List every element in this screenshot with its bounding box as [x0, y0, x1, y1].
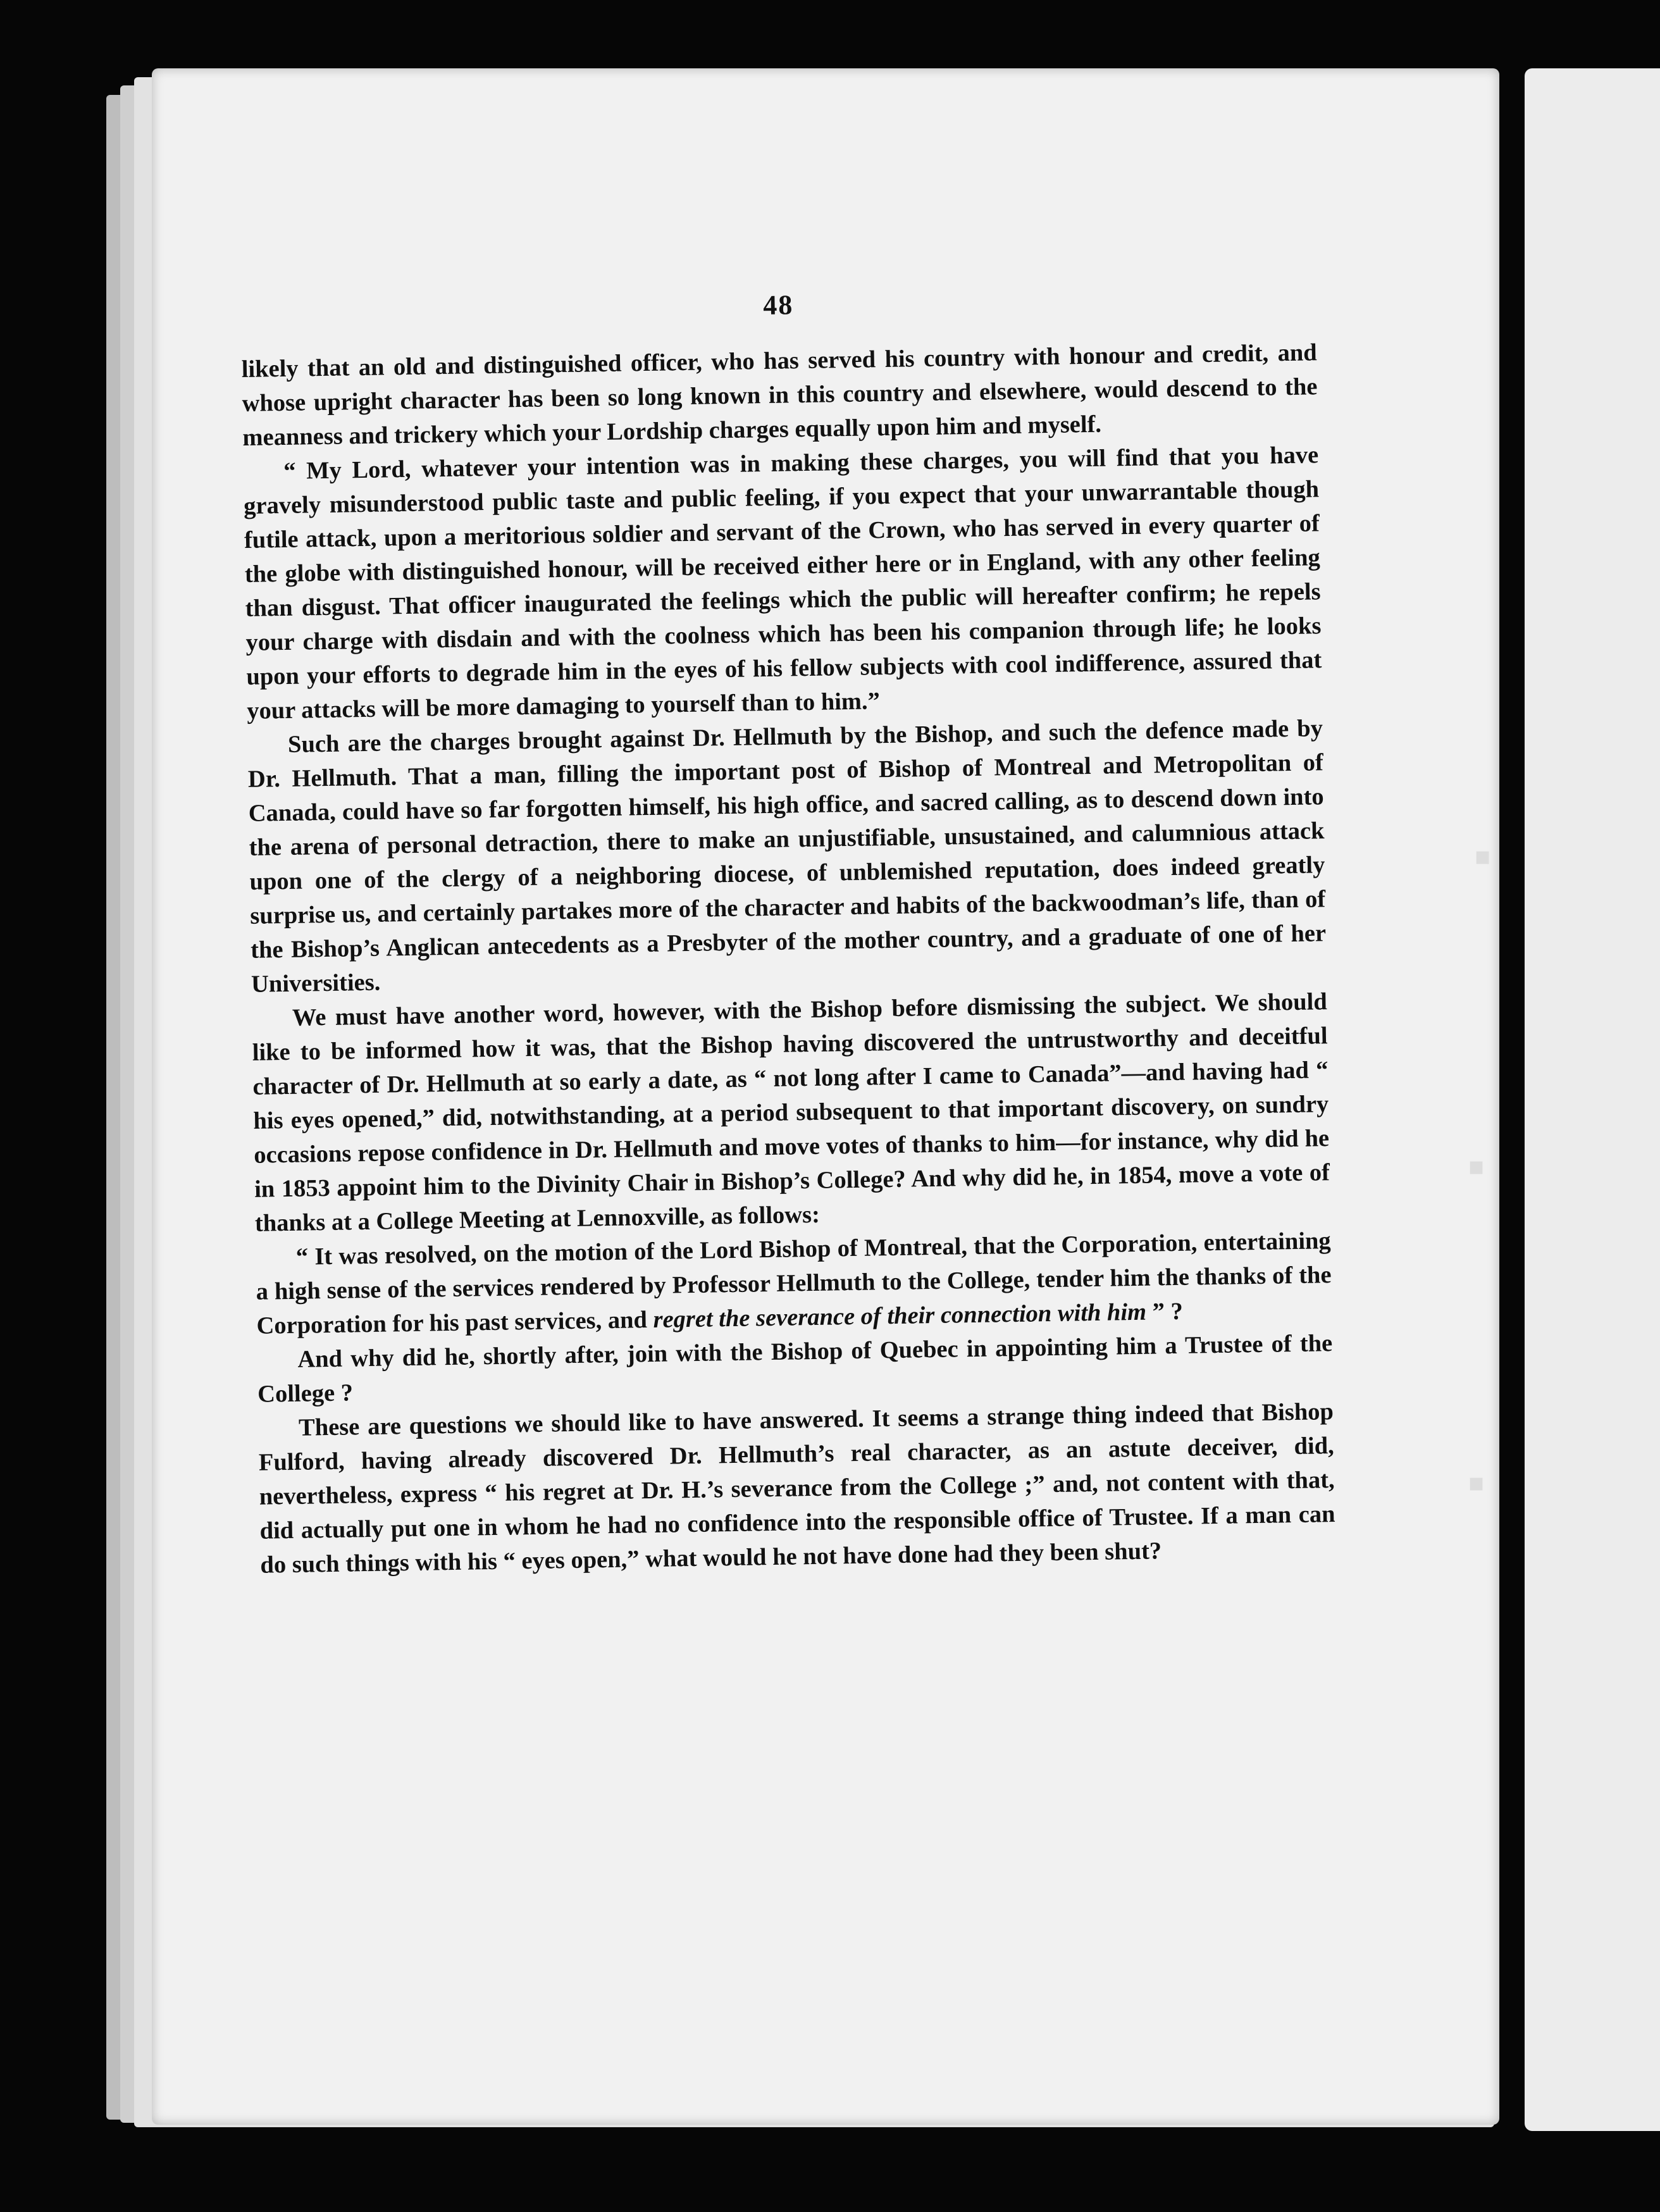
scan-speck: ▪	[1468, 1468, 1485, 1497]
scan-speck: ▪	[1468, 1152, 1485, 1181]
paragraph: We must have another word, however, with the Bishop before dismissing the subject. We should like to be informed how it was, that the Bishop having discovered the untrustworthy and deceitful character of Dr. Hellmuth at so early a date, as “ not long after I came to Canada”—and having had “ his eyes opened,” did, notwithstanding, at a period subsequent to that important discovery, on sundry occasions repose confidence in Dr. Hellmuth and move votes of thanks to him—for instance, why did he in 1853 appoint him to the Divinity Chair in Bishop’s College? And why did he, in 1854, move a vote of thanks at a College Meeting at Lennoxville, as follows:	[252, 988, 1330, 1237]
page-number: 48	[762, 289, 794, 321]
quote-italic: regret the severance of their connection with him	[653, 1298, 1147, 1333]
scan-speck: ▪	[1474, 842, 1492, 871]
paragraph: “ My Lord, whatever your intention was in making these charges, you will find that you have gravely misunderstood public taste and public feeling, if you expect that your unwarrantable though futile attack, upon a meritorious soldier and servant of the Crown, who has served in every quarter of the globe with distinguished honour, will be received either here or in England, with any other feeling than disgust. That officer inaugurated the feelings which the public will hereafter confirm; he repels your charge with disdain and with the coolness which has been his companion through life; he looks upon your efforts to degrade him in the eyes of his fellow subjects with cool indifference, assured that your attacks will be more damaging to yourself than to him.”	[243, 442, 1322, 724]
facing-page-edge	[1525, 68, 1660, 2131]
paragraph: likely that an old and distinguished officer, who has served his country with honour and credit, and whose upright character has been so long known in this country and elsewhere, would descend to the meanness and trickery which your Lordship charges equally upon him and myself.	[241, 339, 1318, 451]
quoted-resolution	[255, 1224, 1332, 1343]
paragraph: These are questions we should like to have answered. It seems a strange thing indeed that Bishop Fulford, having already discovered Dr. Hellmuth’s real character, as an astute deceiver, did, nevertheless, express “ his regret at Dr. H.’s severance from the College ;” and, not content with that, did actually put one in whom he had no confidence into the responsible office of Trustee. If a man can do such things with his “ eyes open,” what would he not have done had they been shut?	[258, 1398, 1335, 1579]
page-content	[240, 280, 1336, 1582]
paragraph: Such are the charges brought against Dr. Hellmuth by the Bishop, and such the defence made by Dr. Hellmuth. That a man, filling the important post of Bishop of Montreal and Metropolitan of Canada, could have so far forgotten himself, his high office, and sacred calling, as to descend down into the arena of personal detraction, there to make an unjustifiable, unsustained, and calumnious attack upon one of the clergy of a neighboring diocese, of unblemished reputation, does indeed greatly surprise us, and certainly partakes more of the character and habits of the backwoodman’s life, than of the Bishop’s Anglican antecedents as a Presbyter of the mother country, and a graduate of one of her Universities.	[247, 715, 1327, 998]
quote-end: ” ?	[1146, 1298, 1184, 1326]
paragraph: And why did he, shortly after, join with the Bishop of Quebec in appointing him a Trustee of the College ?	[257, 1330, 1333, 1408]
quote-text: “ It was resolved, on the motion of the Lord Bishop of Montreal, that the Corporation, entertaining a high sense of the services rendered by Professor Hellmuth to the College, tender him the thanks of the Corporation for his past services, and	[256, 1227, 1332, 1339]
